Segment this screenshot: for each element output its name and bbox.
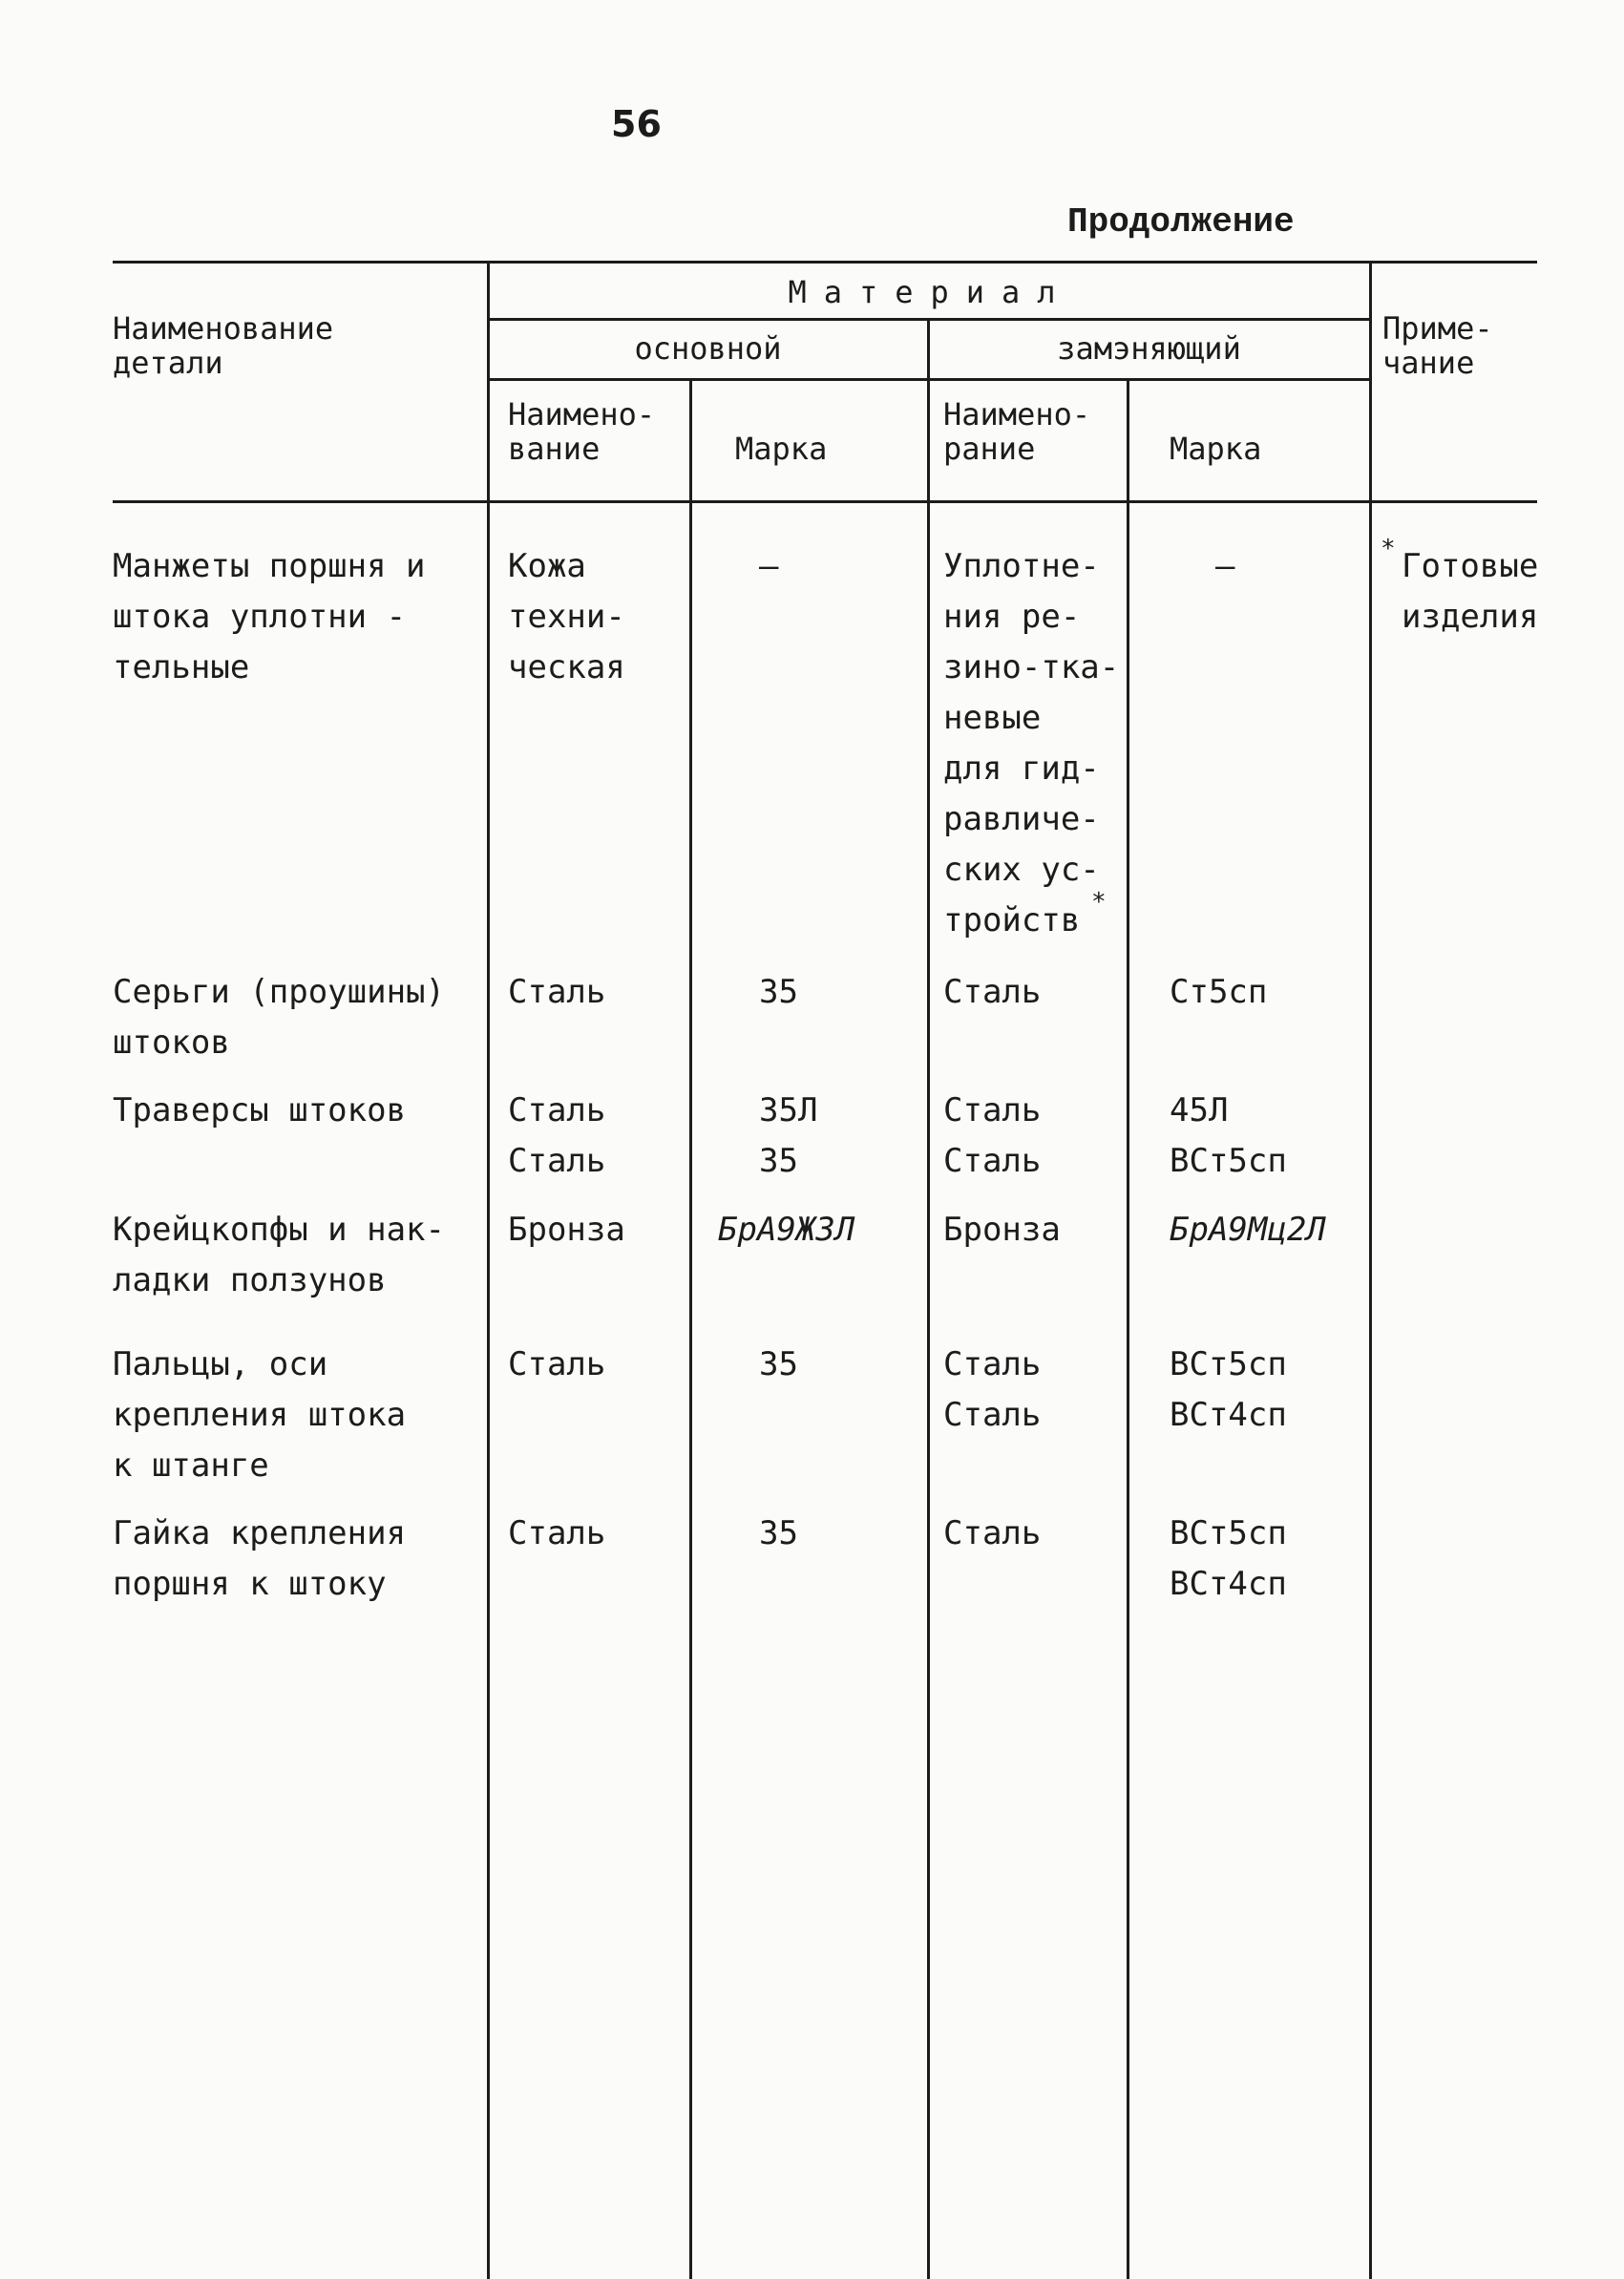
- page-number: 56: [611, 103, 662, 145]
- row-4-primary-grade: БрА9Ж3Л: [718, 1211, 855, 1249]
- row-3-substitute-grade: 45Л ВСт5сп: [1170, 1091, 1287, 1180]
- header-name-substitute: Наимено- рание: [943, 396, 1091, 467]
- header-part-name: Наименование детали: [113, 310, 334, 381]
- material-subrule: [489, 318, 1372, 321]
- row-6-primary-grade: 35: [759, 1514, 798, 1552]
- row-1-part: Манжеты поршня и штока уплотни - тельные: [113, 547, 426, 686]
- row-2-part: Серьги (проушины) штоков: [113, 973, 445, 1062]
- header-grade-substitute: Марка: [1170, 431, 1262, 467]
- row-3-primary-grade: 35Л 35: [759, 1091, 818, 1180]
- row-5-primary-name: Сталь: [508, 1345, 606, 1383]
- row-5-substitute-name: Сталь Сталь: [943, 1345, 1042, 1434]
- table-top-rule: [113, 261, 1537, 264]
- header-bottom-rule: [113, 500, 1537, 503]
- row-1-note: Готовые изделия: [1402, 547, 1539, 636]
- header-grade-primary: Марка: [735, 431, 828, 467]
- row-4-part: Крейцкопфы и нак- ладки ползунов: [113, 1211, 445, 1299]
- row-1-note-star: *: [1381, 535, 1396, 563]
- row-5-part: Пальцы, оси крепления штока к штанге: [113, 1345, 407, 1485]
- row-4-substitute-name: Бронза: [943, 1211, 1061, 1249]
- row-2-primary-grade: 35: [759, 973, 798, 1011]
- row-6-primary-name: Сталь: [508, 1514, 606, 1552]
- row-4-substitute-grade: БрА9Мц2Л: [1170, 1211, 1326, 1249]
- row-1-primary-name: Кожа техни- ческая: [508, 547, 625, 686]
- header-material: Материал: [788, 274, 1073, 310]
- continuation-label: Продолжение: [1067, 202, 1295, 242]
- group-subrule: [489, 378, 1372, 381]
- row-6-substitute-grade: ВСт5сп ВСт4сп: [1170, 1514, 1287, 1603]
- row-3-primary-name: Сталь Сталь: [508, 1091, 606, 1180]
- row-6-part: Гайка крепления поршня к штоку: [113, 1514, 407, 1603]
- header-substitute: замэняющий: [1057, 330, 1241, 367]
- row-1-star: *: [1091, 888, 1107, 917]
- row-1-substitute-grade: –: [1215, 547, 1235, 585]
- header-note: Приме- чание: [1382, 310, 1493, 381]
- column-divider: [1369, 261, 1372, 2279]
- column-divider: [1127, 378, 1129, 2279]
- row-3-part: Траверсы штоков: [113, 1091, 407, 1129]
- row-2-primary-name: Сталь: [508, 973, 606, 1011]
- row-4-primary-name: Бронза: [508, 1211, 625, 1249]
- row-5-substitute-grade: ВСт5сп ВСт4сп: [1170, 1345, 1287, 1434]
- row-6-substitute-name: Сталь: [943, 1514, 1042, 1552]
- row-3-substitute-name: Сталь Сталь: [943, 1091, 1042, 1180]
- header-primary: основной: [634, 330, 782, 367]
- row-5-primary-grade: 35: [759, 1345, 798, 1383]
- row-2-substitute-grade: Ст5сп: [1170, 973, 1268, 1011]
- header-name-primary: Наимено- вание: [508, 396, 656, 467]
- column-divider: [487, 261, 490, 2279]
- row-1-substitute-name: Уплотне- ния ре- зино-тка- невые для гид- равличе- ских ус- тройств: [943, 547, 1120, 939]
- row-1-primary-grade: –: [759, 547, 779, 585]
- column-divider: [689, 378, 692, 2279]
- column-divider: [927, 318, 930, 2279]
- row-2-substitute-name: Сталь: [943, 973, 1042, 1011]
